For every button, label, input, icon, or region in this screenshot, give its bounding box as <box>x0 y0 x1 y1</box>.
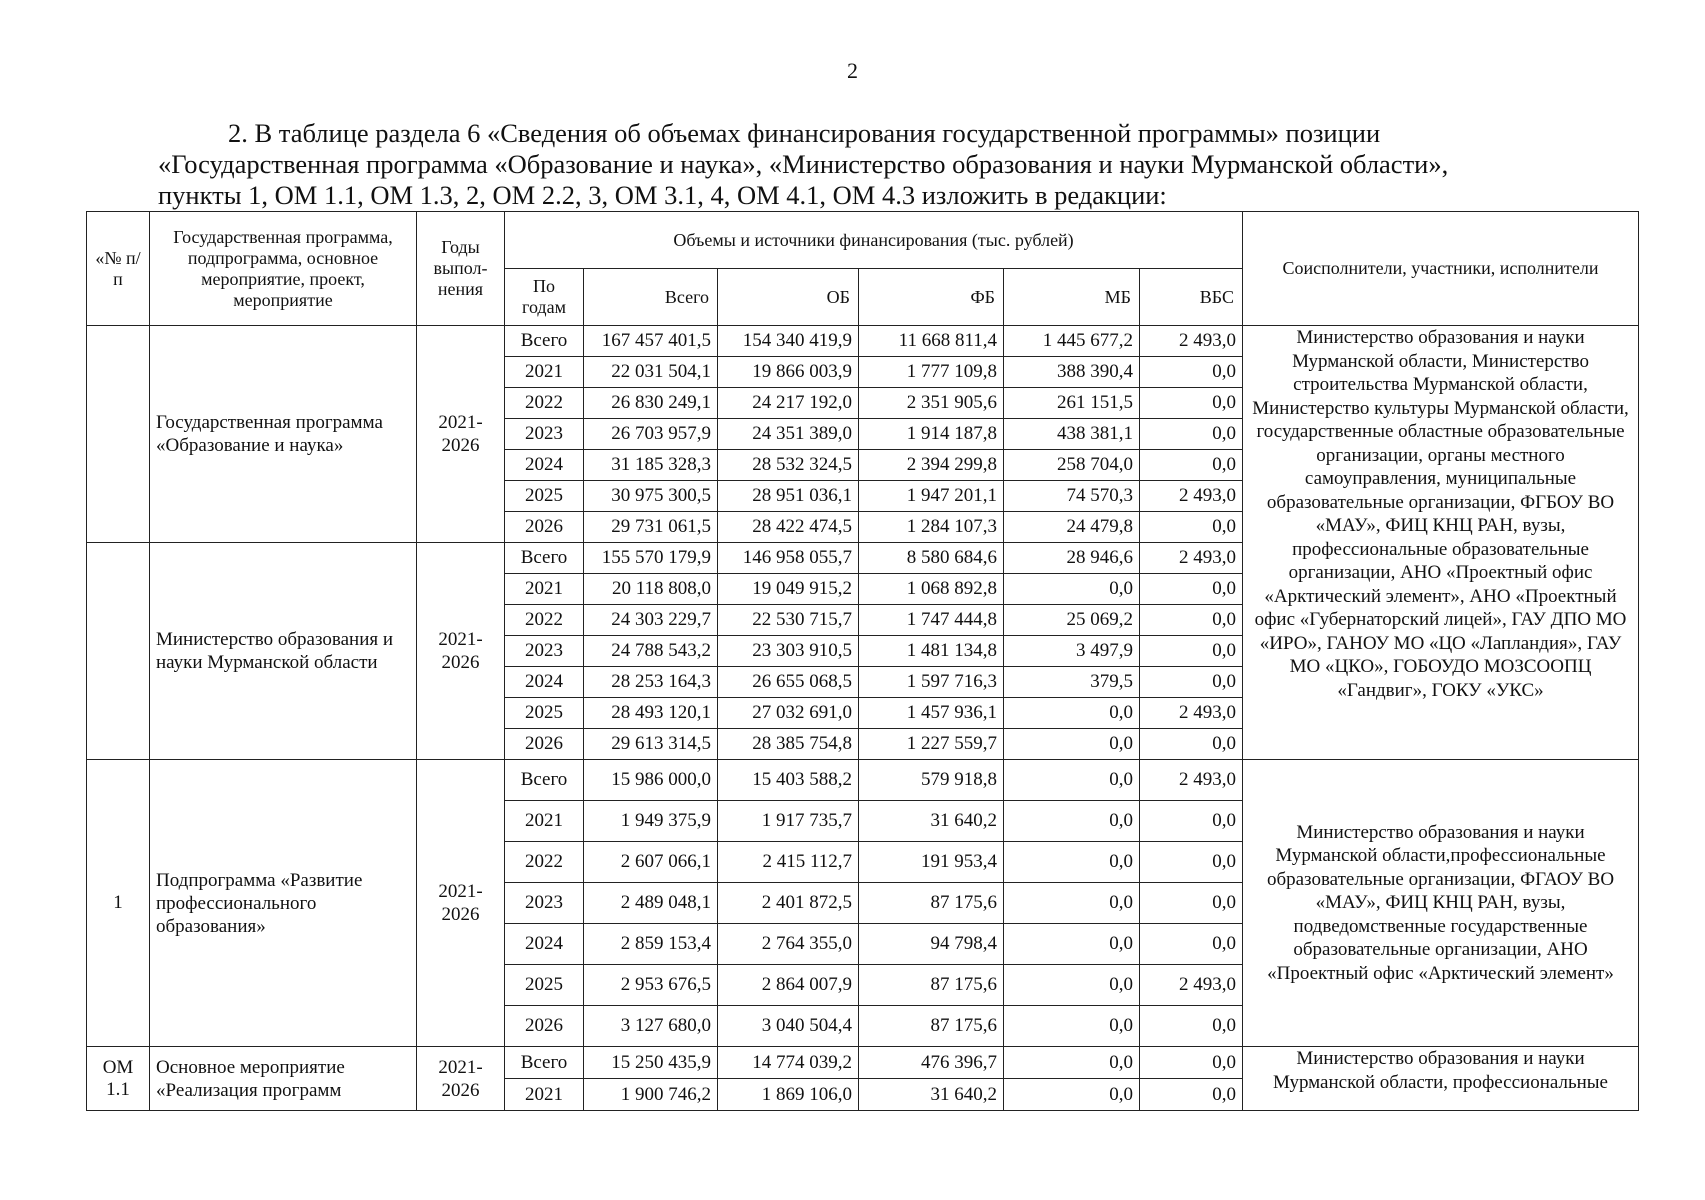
program-name: Министерство образования и науки Мурманской области <box>150 543 417 760</box>
period-cell: 2025 <box>505 965 584 1006</box>
period-cell: 2026 <box>505 1006 584 1047</box>
fb-cell: 1 481 134,8 <box>859 636 1004 667</box>
mb-cell: 0,0 <box>1004 574 1140 605</box>
fb-cell: 1 597 716,3 <box>859 667 1004 698</box>
period-cell: 2024 <box>505 667 584 698</box>
period-cell: Всего <box>505 326 584 357</box>
total-cell: 29 731 061,5 <box>584 512 718 543</box>
ob-cell: 23 303 910,5 <box>718 636 859 667</box>
header-total: Всего <box>584 269 718 326</box>
mb-cell: 24 479,8 <box>1004 512 1140 543</box>
period-cell: 2021 <box>505 357 584 388</box>
ob-cell: 28 422 474,5 <box>718 512 859 543</box>
period-cell: Всего <box>505 543 584 574</box>
ob-cell: 22 530 715,7 <box>718 605 859 636</box>
fb-cell: 87 175,6 <box>859 965 1004 1006</box>
total-cell: 3 127 680,0 <box>584 1006 718 1047</box>
ob-cell: 154 340 419,9 <box>718 326 859 357</box>
total-cell: 28 493 120,1 <box>584 698 718 729</box>
total-cell: 28 253 164,3 <box>584 667 718 698</box>
fb-cell: 1 284 107,3 <box>859 512 1004 543</box>
mb-cell: 0,0 <box>1004 729 1140 760</box>
execution-years: 2021-2026 <box>417 326 505 543</box>
table-row <box>87 760 1639 801</box>
ob-cell: 19 049 915,2 <box>718 574 859 605</box>
mb-cell: 25 069,2 <box>1004 605 1140 636</box>
vbs-cell: 0,0 <box>1140 801 1243 842</box>
total-cell: 2 953 676,5 <box>584 965 718 1006</box>
period-cell: 2023 <box>505 419 584 450</box>
fb-cell: 1 227 559,7 <box>859 729 1004 760</box>
mb-cell: 388 390,4 <box>1004 357 1140 388</box>
total-cell: 1 900 746,2 <box>584 1079 718 1111</box>
vbs-cell: 2 493,0 <box>1140 326 1243 357</box>
fb-cell: 8 580 684,6 <box>859 543 1004 574</box>
vbs-cell: 0,0 <box>1140 388 1243 419</box>
financing-table <box>86 211 1639 1111</box>
mb-cell: 0,0 <box>1004 1006 1140 1047</box>
ob-cell: 28 385 754,8 <box>718 729 859 760</box>
total-cell: 24 303 229,7 <box>584 605 718 636</box>
vbs-cell: 2 493,0 <box>1140 760 1243 801</box>
ob-cell: 15 403 588,2 <box>718 760 859 801</box>
total-cell: 26 703 957,9 <box>584 419 718 450</box>
fb-cell: 11 668 811,4 <box>859 326 1004 357</box>
ob-cell: 1 869 106,0 <box>718 1079 859 1111</box>
ob-cell: 28 951 036,1 <box>718 481 859 512</box>
total-cell: 30 975 300,5 <box>584 481 718 512</box>
mb-cell: 0,0 <box>1004 698 1140 729</box>
period-cell: 2024 <box>505 450 584 481</box>
vbs-cell: 0,0 <box>1140 1079 1243 1111</box>
vbs-cell: 0,0 <box>1140 883 1243 924</box>
period-cell: Всего <box>505 1047 584 1079</box>
program-name: Основное мероприятие «Реализация программ <box>150 1047 417 1111</box>
total-cell: 2 489 048,1 <box>584 883 718 924</box>
execution-years: 2021-2026 <box>417 760 505 1047</box>
ob-cell: 24 217 192,0 <box>718 388 859 419</box>
mb-cell: 258 704,0 <box>1004 450 1140 481</box>
row-number: ОМ 1.1 <box>87 1047 150 1111</box>
total-cell: 15 250 435,9 <box>584 1047 718 1079</box>
total-cell: 29 613 314,5 <box>584 729 718 760</box>
mb-cell: 28 946,6 <box>1004 543 1140 574</box>
vbs-cell: 0,0 <box>1140 667 1243 698</box>
fb-cell: 2 351 905,6 <box>859 388 1004 419</box>
ob-cell: 28 532 324,5 <box>718 450 859 481</box>
executors-cell: Министерство образования и науки Мурманской области, Министерство строительства Мурманской области, Министерство культуры Мурманской области, государственные областные образовательные организации, органы местного самоуправления, муниципальные образовательные организации, ФГБОУ ВО «МАУ», ФИЦ КНЦ РАН, вузы, профессиональные образовательные организации, АНО «Проектный офис «Арктический элемент», АНО «Проектный офис «Губернаторский лицей», ГАУ ДПО МО «ИРО», ГАНОУ МО «ЦО «Лапландия», ГАУ МО «ЦКО», ГОБОУДО МОЗСООПЦ «Гандвиг», ГОКУ «УКС» <box>1243 326 1639 760</box>
period-cell: 2022 <box>505 605 584 636</box>
total-cell: 2 607 066,1 <box>584 842 718 883</box>
period-cell: 2022 <box>505 842 584 883</box>
fb-cell: 94 798,4 <box>859 924 1004 965</box>
period-cell: 2025 <box>505 481 584 512</box>
total-cell: 1 949 375,9 <box>584 801 718 842</box>
header-by-year: По годам <box>505 269 584 326</box>
header-num: «№ п/п <box>87 212 150 326</box>
period-cell: 2022 <box>505 388 584 419</box>
mb-cell: 438 381,1 <box>1004 419 1140 450</box>
mb-cell: 0,0 <box>1004 1079 1140 1111</box>
period-cell: 2021 <box>505 1079 584 1111</box>
row-number: 1 <box>87 760 150 1047</box>
period-cell: Всего <box>505 760 584 801</box>
intro-line-1: 2. В таблице раздела 6 «Сведения об объемах финансирования государственной программы» позиции <box>228 118 1381 148</box>
ob-cell: 26 655 068,5 <box>718 667 859 698</box>
mb-cell: 0,0 <box>1004 924 1140 965</box>
ob-cell: 2 401 872,5 <box>718 883 859 924</box>
period-cell: 2026 <box>505 729 584 760</box>
fb-cell: 1 068 892,8 <box>859 574 1004 605</box>
execution-years: 2021-2026 <box>417 543 505 760</box>
fb-cell: 191 953,4 <box>859 842 1004 883</box>
total-cell: 155 570 179,9 <box>584 543 718 574</box>
vbs-cell: 0,0 <box>1140 1006 1243 1047</box>
vbs-cell: 0,0 <box>1140 419 1243 450</box>
mb-cell: 0,0 <box>1004 801 1140 842</box>
ob-cell: 3 040 504,4 <box>718 1006 859 1047</box>
vbs-cell: 0,0 <box>1140 729 1243 760</box>
header-years: Годы выпол-нения <box>417 212 505 326</box>
period-cell: 2023 <box>505 636 584 667</box>
ob-cell: 14 774 039,2 <box>718 1047 859 1079</box>
mb-cell: 0,0 <box>1004 1047 1140 1079</box>
header-program: Государственная программа, подпрограмма, основное мероприятие, проект, мероприятие <box>150 212 417 326</box>
header-vbs: ВБС <box>1140 269 1243 326</box>
table-row <box>87 1047 1639 1079</box>
fb-cell: 476 396,7 <box>859 1047 1004 1079</box>
mb-cell: 74 570,3 <box>1004 481 1140 512</box>
total-cell: 22 031 504,1 <box>584 357 718 388</box>
table-row <box>87 326 1639 357</box>
header-fb: ФБ <box>859 269 1004 326</box>
mb-cell: 0,0 <box>1004 883 1140 924</box>
fb-cell: 1 777 109,8 <box>859 357 1004 388</box>
fb-cell: 1 457 936,1 <box>859 698 1004 729</box>
header-ob: ОБ <box>718 269 859 326</box>
intro-line-3: пункты 1, ОМ 1.1, ОМ 1.3, 2, ОМ 2.2, 3, ОМ 3.1, 4, ОМ 4.1, ОМ 4.3 изложить в редакции: <box>158 180 1167 210</box>
executors-cell: Министерство образования и науки Мурманской области,профессиональные образовательные организации, ФГАОУ ВО «МАУ», ФИЦ КНЦ РАН, вузы, подведомственные государственные образовательные организации, АНО «Проектный офис «Арктический элемент» <box>1243 760 1639 1047</box>
intro-paragraph <box>158 118 1593 211</box>
total-cell: 167 457 401,5 <box>584 326 718 357</box>
vbs-cell: 0,0 <box>1140 842 1243 883</box>
period-cell: 2021 <box>505 574 584 605</box>
period-cell: 2021 <box>505 801 584 842</box>
fb-cell: 31 640,2 <box>859 1079 1004 1111</box>
vbs-cell: 0,0 <box>1140 512 1243 543</box>
row-number <box>87 326 150 543</box>
ob-cell: 146 958 055,7 <box>718 543 859 574</box>
vbs-cell: 2 493,0 <box>1140 965 1243 1006</box>
header-mb: МБ <box>1004 269 1140 326</box>
total-cell: 26 830 249,1 <box>584 388 718 419</box>
fb-cell: 31 640,2 <box>859 801 1004 842</box>
ob-cell: 24 351 389,0 <box>718 419 859 450</box>
row-number <box>87 543 150 760</box>
total-cell: 20 118 808,0 <box>584 574 718 605</box>
vbs-cell: 0,0 <box>1140 450 1243 481</box>
ob-cell: 27 032 691,0 <box>718 698 859 729</box>
fb-cell: 579 918,8 <box>859 760 1004 801</box>
mb-cell: 0,0 <box>1004 965 1140 1006</box>
page-number: 2 <box>847 58 858 83</box>
total-cell: 31 185 328,3 <box>584 450 718 481</box>
ob-cell: 2 764 355,0 <box>718 924 859 965</box>
vbs-cell: 0,0 <box>1140 636 1243 667</box>
fb-cell: 1 747 444,8 <box>859 605 1004 636</box>
execution-years: 2021-2026 <box>417 1047 505 1111</box>
ob-cell: 2 864 007,9 <box>718 965 859 1006</box>
vbs-cell: 0,0 <box>1140 1047 1243 1079</box>
vbs-cell: 2 493,0 <box>1140 698 1243 729</box>
ob-cell: 1 917 735,7 <box>718 801 859 842</box>
fb-cell: 1 947 201,1 <box>859 481 1004 512</box>
fb-cell: 2 394 299,8 <box>859 450 1004 481</box>
mb-cell: 3 497,9 <box>1004 636 1140 667</box>
table-body <box>87 326 1639 1111</box>
ob-cell: 2 415 112,7 <box>718 842 859 883</box>
total-cell: 15 986 000,0 <box>584 760 718 801</box>
vbs-cell: 0,0 <box>1140 357 1243 388</box>
fb-cell: 87 175,6 <box>859 883 1004 924</box>
total-cell: 24 788 543,2 <box>584 636 718 667</box>
fb-cell: 87 175,6 <box>859 1006 1004 1047</box>
period-cell: 2024 <box>505 924 584 965</box>
ob-cell: 19 866 003,9 <box>718 357 859 388</box>
fb-cell: 1 914 187,8 <box>859 419 1004 450</box>
vbs-cell: 2 493,0 <box>1140 481 1243 512</box>
mb-cell: 261 151,5 <box>1004 388 1140 419</box>
mb-cell: 0,0 <box>1004 842 1140 883</box>
vbs-cell: 2 493,0 <box>1140 543 1243 574</box>
vbs-cell: 0,0 <box>1140 924 1243 965</box>
header-volumes: Объемы и источники финансирования (тыс. рублей) <box>505 212 1243 269</box>
period-cell: 2025 <box>505 698 584 729</box>
mb-cell: 0,0 <box>1004 760 1140 801</box>
executors-cell: Министерство образования и науки Мурманской области, профессиональные <box>1243 1047 1639 1111</box>
period-cell: 2026 <box>505 512 584 543</box>
vbs-cell: 0,0 <box>1140 574 1243 605</box>
program-name: Государственная программа «Образование и наука» <box>150 326 417 543</box>
intro-line-2: «Государственная программа «Образование и наука», «Министерство образования и науки Мурманской области», <box>158 149 1449 179</box>
vbs-cell: 0,0 <box>1140 605 1243 636</box>
mb-cell: 1 445 677,2 <box>1004 326 1140 357</box>
header-executors: Соисполнители, участники, исполнители <box>1243 212 1639 326</box>
mb-cell: 379,5 <box>1004 667 1140 698</box>
program-name: Подпрограмма «Развитие профессионального образования» <box>150 760 417 1047</box>
total-cell: 2 859 153,4 <box>584 924 718 965</box>
period-cell: 2023 <box>505 883 584 924</box>
